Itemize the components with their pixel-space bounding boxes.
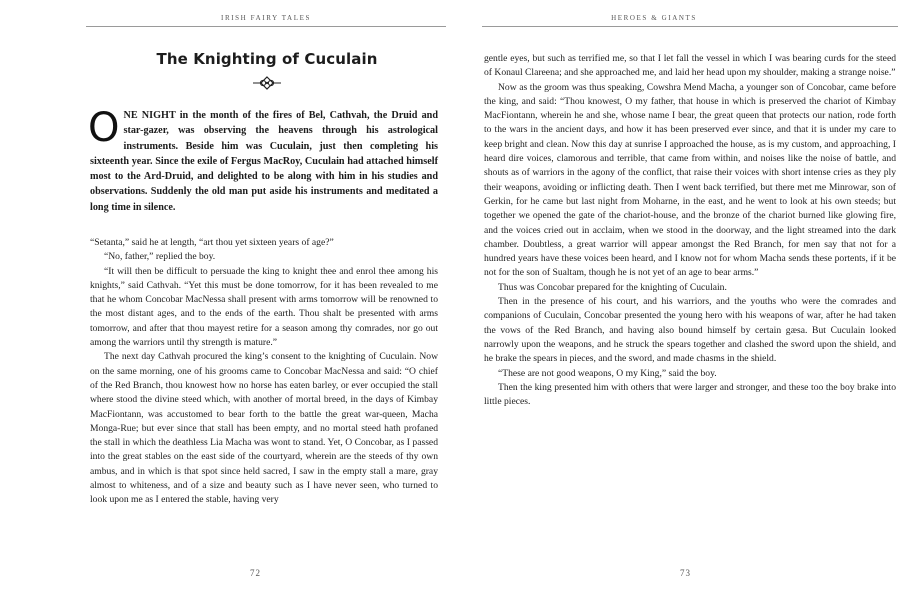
header-rule-right (482, 26, 898, 27)
left-body-text (90, 236, 438, 508)
paragraph: Then the king presented him with others that were larger and stronger, and these too the boy brake into little pieces. (484, 381, 896, 408)
paragraph: “Setanta,” said he at length, “art thou yet sixteen years of age?” (90, 237, 334, 248)
paragraph: “No, father,” replied the boy. (104, 251, 216, 263)
header-rule-left (86, 26, 446, 27)
right-page (474, 0, 896, 600)
page-number-left: 72 (250, 568, 261, 578)
paragraph: Then in the presence of his court, and his warriors, and the youths who were the comrades and companions of Cuculain, Concobar presented the young hero with his weapons of war, after he had taken the vows of the Red Branch, and having also bound himself by certain gæsa. But Cuculain looked narrowly upon the weapons, and he struck the spears together and clashed the sword upon the shield, and he brake the spears in pieces, and the sword, and made chasms in the shield. (484, 296, 896, 365)
chapter-lead-paragraph (88, 105, 438, 215)
celtic-knot-ornament-icon (252, 76, 282, 90)
paragraph-continuation: gentle eyes, but such as terrified me, so that I let fall the vessel in which I was bearing curds for the steed of Konaul Clareena; and she approached me, and laid her head upon my shoulder, making a strange noise.” (484, 53, 896, 79)
paragraph: Now as the groom was thus speaking, Cowshra Mend Macha, a younger son of Concobar, came before the king, and said: “Thou knowest, O my father, that house in which is preserved the chariot of Kimbay MacFiontann, wherein he and she, whose name I bear, the great queen that protects our nation, rode forth to the wars in the ancient days, and how it has been preserved ever since, and that it is under my care to keep bright and clean. Now this day at sunrise I approached the house, as is my custom, and approaching, I heard dire voices, clamorous and terrible, that came from within, and noises like the noise of battle, and shouts as of warriors in the agony of the conflict, that raise their voices with short intense cries as they ply their weapons, avoiding or inflicting death. Then I went back terrified, but there met me Minrowar, son of Gerkin, for he came but last night from Moharne, in the east, and he went to look at his own steeds; but together we opened the gate of the chariot-house, and the bronze of the chariot burned like glowing fire, and the voices cried out in acclaim, when we stood in the doorway, and the light streamed into the dark chamber. Doubtless, a great warrior will appear amongst the Red Branch, for men say that not for a hundred years have these voices been heard, and I know not for whom Macha sends these portents, if it be not for the son of Sualtam, though he is not yet of an age to bear arms.” (484, 81, 896, 279)
paragraph: “These are not good weapons, O my King,” said the boy. (498, 367, 717, 379)
chapter-title: The Knighting of Cuculain (156, 50, 378, 68)
left-page (24, 0, 446, 600)
page-number-right: 73 (680, 568, 691, 578)
running-head-left: IRISH FAIRY TALES (221, 14, 311, 22)
lead-text: NE NIGHT in the month of the fires of Bel, Cathvah, the Druid and star-gazer, was observing the heavens through his astrological instruments. Beside him was Cuculain, just then completing his sixteenth year. Since the exile of Fergus MacRoy, Cuculain had attached himself most to the Ard-Druid, and delighted to be along with him in his studies and observations. Suddenly the old man put aside his instruments and meditated a long time in silence. (90, 110, 438, 213)
right-body-text (484, 52, 896, 409)
drop-cap: O (88, 105, 120, 151)
paragraph: The next day Cathvah procured the king’s consent to the knighting of Cuculain. Now on the same morning, one of his grooms came to Concobar MacNessa and said: “O chief of the Red Branch, thou knowest how no horse has eaten barley, or ever occupied the stall where stood the divine steed which, with another of mortal breed, in the days of Kimbay MacFiontann, was accustomed to bear forth to the battle the great war-queen, Macha Monga-Rue; but ever since that stall has been empty, and no mortal steed hath profaned the stall in which the deathless Lia Macha was wont to stand. Yet, O Concobar, as I passed into the great stables on the east side of the courtyard, wherein are the steeds of thy own ambus, and in which is that spot since held sacred, I saw in the empty stall a mare, gray almost to whiteness, and of a size and beauty such as I have never seen, who turned to look upon me as I entered the stable, having very (90, 351, 438, 506)
paragraph: “It will then be difficult to persuade the king to knight thee and enrol thee among his knights,” said Cathvah. “Yet this must be done tomorrow, for it has been revealed to me that he whom Concobar MacNessa shall present with arms tomorrow will be renowned to the most distant ages, and to the ends of the earth. Thou shalt be presented with arms tomorrow, and after that thou mayest retire for a season among thy comrades, nor go out among the warriors until thy strength is mature.” (90, 265, 438, 349)
running-head-right: HEROES & GIANTS (611, 14, 697, 22)
paragraph: Thus was Concobar prepared for the knighting of Cuculain. (498, 281, 727, 293)
